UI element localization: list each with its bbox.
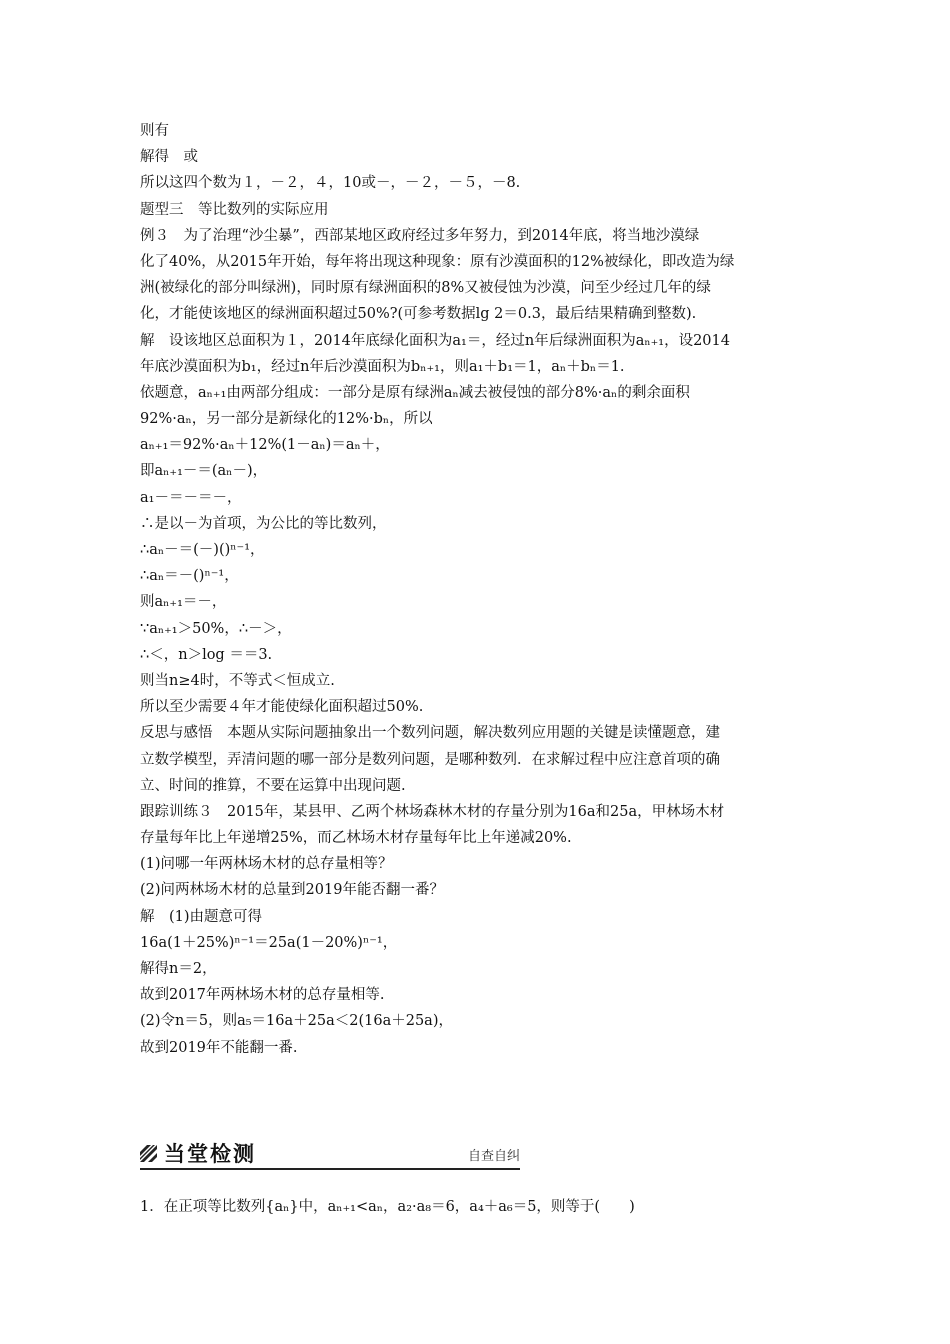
exercise-text: 存量每年比上年递增25%，而乙林场木材存量每年比上年递减20%. (140, 830, 572, 847)
example-text: 化，才能使该地区的绿洲面积超过50%?(可参考数据lg 2＝0.3，最后结果精确到整数). (140, 306, 697, 323)
reflection-text: 立、时间的推算，不要在运算中出现问题. (140, 777, 406, 794)
formula-line: ∴aₙ－＝(－)()ⁿ⁻¹， (140, 542, 265, 558)
solution-text: 依题意，aₙ₊₁由两部分组成：一部分是原有绿洲aₙ减去被侵蚀的部分8%·aₙ的剩余面积 (140, 384, 690, 401)
section-header (140, 1140, 520, 1170)
formula-line: a₁－＝－＝－， (140, 489, 242, 506)
exercise-question: (2)问两林场木材的总量到2019年能否翻一番？ (140, 882, 444, 899)
formula-line: ∴aₙ＝－()ⁿ⁻¹， (140, 568, 239, 585)
formula-line: aₙ₊₁＝92%·aₙ＋12%(1－aₙ)＝aₙ＋， (140, 437, 390, 454)
example-text: 化了40%，从2015年开始，每年将出现这种现象：原有沙漠面积的12%被绿化，即改造为绿 (140, 253, 735, 270)
reflection-text: 立数学模型，弄清问题的哪一部分是数列问题，是哪种数列．在求解过程中应注意首项的确 (140, 751, 720, 768)
text-line: 则当n≥4时，不等式＜恒成立. (140, 672, 335, 689)
section-subtitle: 自查自纠 (467, 1149, 520, 1164)
section-title: 当堂检测 (164, 1142, 256, 1166)
solution-text: 年底沙漠面积为b₁，经过n年后沙漠面积为bₙ₊₁，则a₁＋b₁＝1，aₙ＋bₙ＝1. (140, 358, 625, 375)
reflection-text: 反思与感悟 本题从实际问题抽象出一个数列问题，解决数列应用题的关键是读懂题意，建 (140, 725, 720, 742)
text-line: 则有 (140, 123, 169, 139)
formula-line: ∴是以－为首项，为公比的等比数列， (140, 515, 387, 532)
solution-text: 解 设该地区总面积为１，2014年底绿化面积为a₁＝，经过n年后绿洲面积为aₙ₊₁，设2014 (140, 332, 730, 349)
formula-line: (2)令n＝5，则a₅＝16a＋25a＜2(16a＋25a)， (140, 1013, 453, 1030)
example-text: 例３ 为了治理“沙尘暴”，西部某地区政府经过多年努力，到2014年底，将当地沙漠绿 (140, 227, 700, 244)
text-line: 所以至少需要４年才能使绿化面积超过50%. (140, 699, 424, 716)
formula-line: 则aₙ₊₁＝－， (140, 594, 227, 611)
formula-line: 16a(1＋25%)ⁿ⁻¹＝25a(1－20%)ⁿ⁻¹， (140, 934, 398, 951)
section-heading: 题型三 等比数列的实际应用 (140, 201, 329, 218)
example-text: 洲(被绿化的部分叫绿洲)，同时原有绿洲面积的8%又被侵蚀为沙漠，问至少经过几年的绿 (140, 280, 711, 297)
solution-text: 解 (1)由题意可得 (140, 908, 263, 925)
exercise-question: (1)问哪一年两林场木材的总存量相等？ (140, 856, 393, 873)
divider (140, 1168, 520, 1170)
text-line: 故到2019年不能翻一番. (140, 1039, 298, 1056)
text-line: 解得 或 (140, 149, 198, 166)
text-line: 所以这四个数为１，－２，４，10或－，－２，－５，－8. (140, 175, 521, 192)
formula-line: 解得n＝2， (140, 961, 217, 977)
document-body (140, 118, 820, 1061)
formula-line: ∴＜，n＞log ＝＝3. (140, 646, 273, 663)
text-line: 故到2017年两林场木材的总存量相等. (140, 987, 385, 1004)
formula-line: 即aₙ₊₁－＝(aₙ－)， (140, 463, 268, 480)
exercise-text: 跟踪训练３ 2015年，某县甲、乙两个林场森林木材的存量分别为16a和25a，甲林场木材 (140, 803, 725, 820)
solution-text: 92%·aₙ，另一部分是新绿化的12%·bₙ，所以 (140, 411, 433, 428)
formula-line: ∵aₙ₊₁＞50%，∴－＞， (140, 620, 292, 637)
question-1: 1．在正项等比数列{aₙ}中，aₙ₊₁<aₙ，a₂·a₈＝6，a₄＋a₆＝5，则等于( ) (140, 1199, 635, 1215)
stripes-icon (140, 1145, 157, 1162)
